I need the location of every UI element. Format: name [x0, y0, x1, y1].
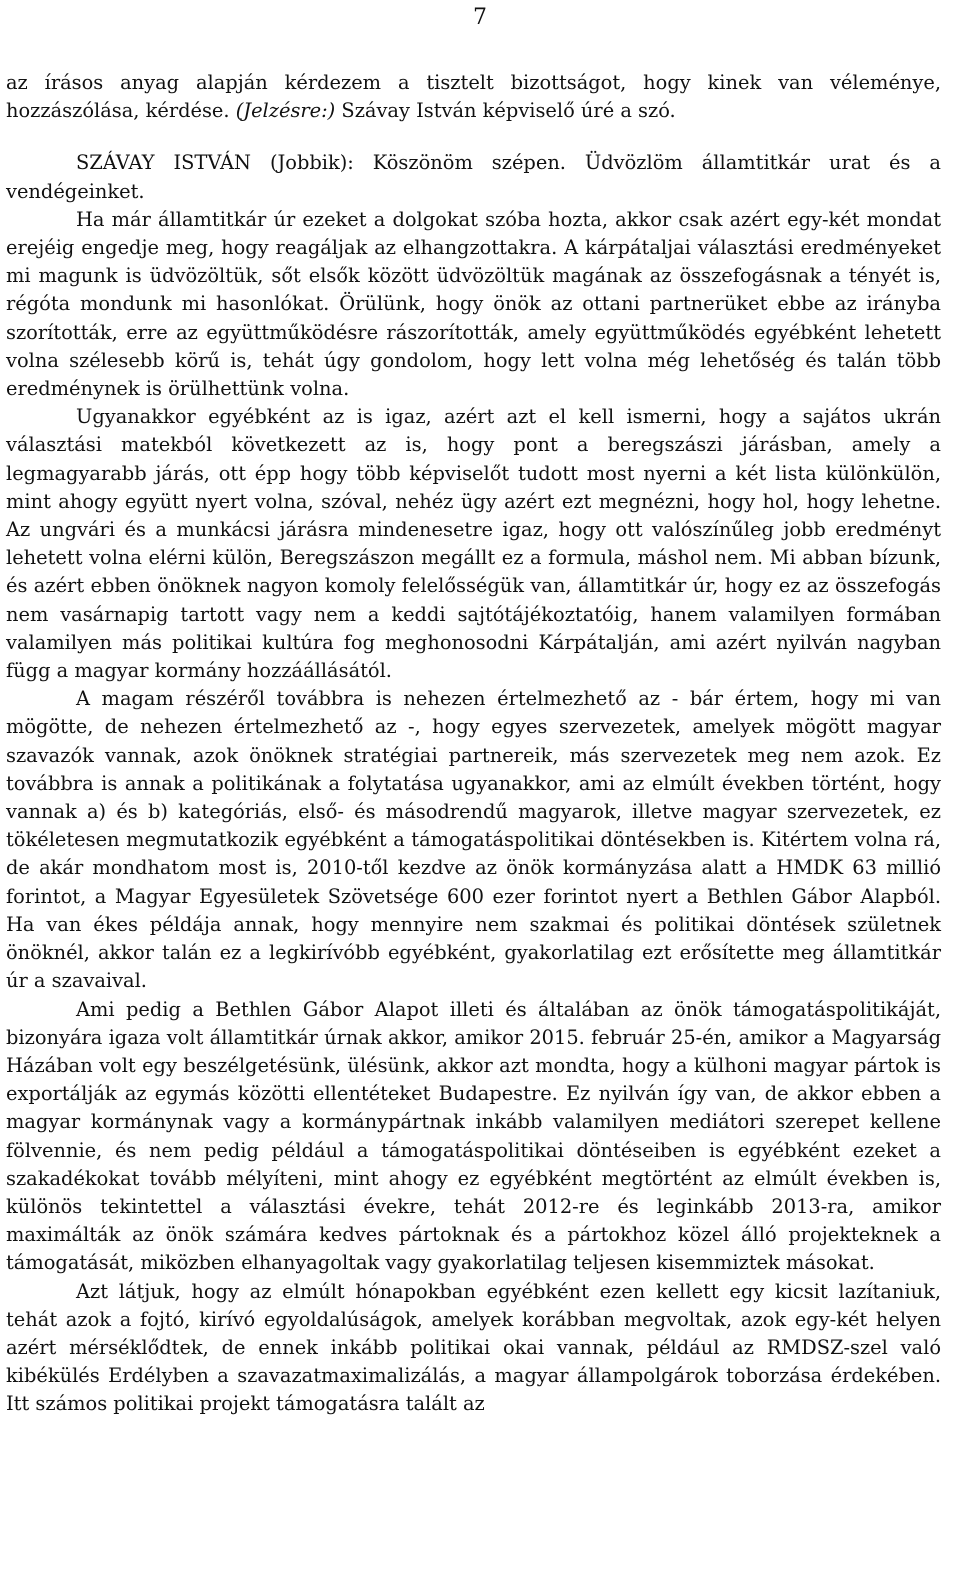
paragraph-chair-intro — [6, 69, 941, 125]
paragraph-speaker-opening: SZÁVAY ISTVÁN (Jobbik): Köszönöm szépen. Üdvözlöm államtitkár urat és a vendégeinket. — [6, 151, 941, 203]
paragraph: Ha már államtitkár úr ezeket a dolgokat szóba hozta, akkor csak azért egy-két mondat erejéig engedje meg, hogy reagáljak az elhangzottakra. A kárpátaljai választási eredményeket mi magunk is üdvözöltük, sőt elsők között üdvözöltük magának az összefogásnak a tényét is, régóta mondunk mi hasonlókat. Örülünk, hogy önök az ottani partnerüket ebbe az irányba szorították, erre az együttműködésre rászorították, amely együttműködés egyébként lehetett volna szélesebb körű is, tehát úgy gondolom, hogy lett volna még lehetőség és talán több eredménynek is örülhettünk volna. — [6, 207, 941, 401]
paragraph: Ugyanakkor egyébként az is igaz, azért azt el kell ismerni, hogy a sajátos ukrán választási matekból következett az is, hogy pont a beregszászi járásban, amely a legmagyarabb járás, ott épp hogy több képviselőt tudott most nyerni a két lista különkülön, mint ahogy együtt nyert volna, szóval, nehéz ügy azért ezt megnézni, hogy hol, hogy lehetne. Az ungvári és a munkácsi járásra mindenesetre igaz, hogy ott valószínűleg jobb eredményt lehetett volna elérni külön, Beregszászon megállt ez a formula, máshol nem. Mi abban bízunk, és azért ebben önöknek nagyon komoly felelősségük van, államtitkár úr, hogy ez az összefogás nem vasárnapig tartott vagy nem a keddi sajtótájékoztatóig, hanem valamilyen formában valamilyen más politikai kultúra fog meghonosodni Kárpátalján, ami azért nyilván nagyban függ a magyar kormány hozzáállásától. — [6, 405, 941, 683]
paragraph: Ami pedig a Bethlen Gábor Alapot illeti és általában az önök támogatáspolitikáját, bizonyára igaza volt államtitkár úrnak akkor, amikor 2015. február 25-én, amikor a Magyarság Házában volt egy beszélgetésünk, ülésünk, akkor azt mondta, hogy a külhoni magyar pártok is exportálják az egymás közötti ellentéteket Budapestre. Ez nyilván így van, de akkor ebben a magyar kormánynak vagy a kormánypártnak inkább valamilyen mediátori szerepet kellene fölvennie, és nem pedig például a támogatáspolitikai döntéseiben is egyébként ezeket a szakadékokat tovább mélyíteni, mint ahogy ez egyébként megtörtént az elmúlt években is, különös tekintettel a választási évekre, tehát 2012-re és leginkább 2013-ra, amikor maximálták az önök számára kedves pártoknak és a pártokhoz közel álló projekteknek a támogatását, miközben elhanyagoltak vagy gyakorlatilag teljesen kisemmiztek másokat. — [6, 997, 941, 1275]
paragraph-text: Szávay István képviselő úré a szó. — [335, 99, 676, 123]
paragraph: A magam részéről továbbra is nehezen értelmezhető az - bár értem, hogy mi van mögötte, de nehezen értelmezhető az -, hogy egyes szervezetek, amelyek mögött magyar szavazók vannak, azok önöknek stratégiai partnereik, más szervezetek meg nem azok. Ez továbbra is annak a politikának a folytatása ugyanakkor, ami az elmúlt években történt, hogy vannak a) és b) kategóriás, első- és másodrendű magyarok, illetve magyar szervezetek, ez tökéletesen megmutatkozik egyébként a támogatáspolitikai döntésekben is. Kitértem volna rá, de akár mondhatom most is, 2010-től kezdve az önök kormányzása alatt a HMDK 63 millió forintot, a Magyar Egyesületek Szövetsége 600 ezer forintot nyert a Bethlen Gábor Alapból. Ha van ékes példája annak, hogy mennyire nem szakmai és politikai döntések születnek önöknél, akkor talán ez a legkirívóbb egyébként, gyakorlatilag ezt erősítette meg államtitkár úr a szavaival. — [6, 687, 941, 993]
paragraph-text: az írásos anyag alapján kérdezem a tisztelt bizottságot, hogy kinek van véleménye, hozzászólása, kérdése. — [6, 71, 941, 123]
page-number: 7 — [473, 5, 487, 30]
stage-direction: (Jelzésre:) — [235, 99, 336, 123]
paragraph: Azt látjuk, hogy az elmúlt hónapokban egyébként ezen kellett egy kicsit lazítaniuk, tehát azok a fojtó, kirívó egyoldalúságok, amelyek korábban megvoltak, azok egy-két helyen azért mérséklődtek, de ennek inkább politikai okai vannak, például az RMDSZ-szel való kibékülés Erdélyben a szavazatmaximalizálás, a magyar állampolgárok toborzása érdekében. Itt számos politikai projekt támogatásra talált az — [6, 1279, 941, 1416]
document-body — [6, 69, 941, 1419]
